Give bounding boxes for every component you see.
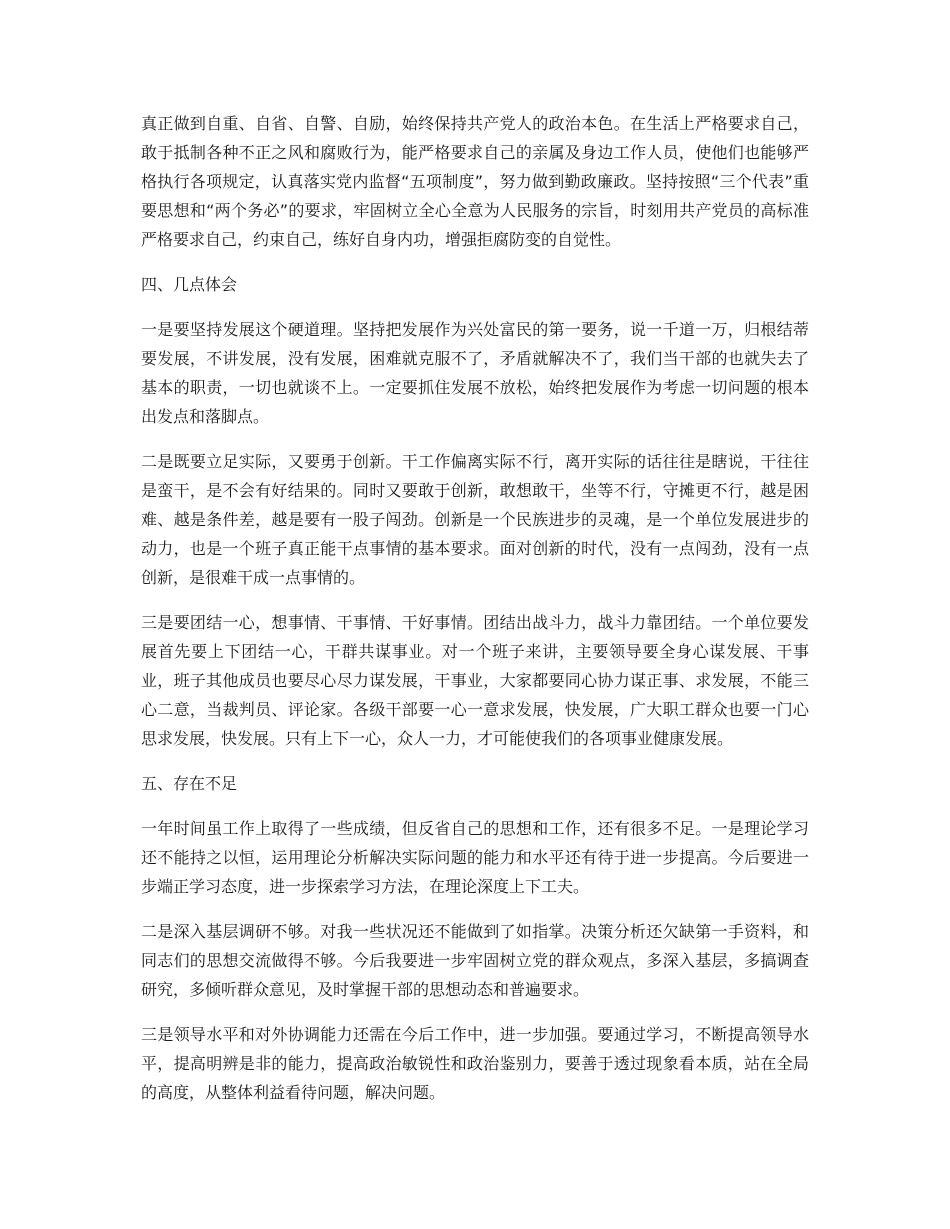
paragraph-shortcoming-theory: 一年时间虽工作上取得了一些成绩，但反省自己的思想和工作，还有很多不足。一是理论学习还不能持之以恒，运用理论分析解决实际问题的能力和水平还有待于进一步提高。今后要进一步端正学习态度，进一步探索学习方法，在理论深度上下工夫。 [141,819,809,896]
paragraph-insight-innovation: 二是既要立足实际，又要勇于创新。干工作偏离实际不行，离开实际的话往往是瞎说，干往往是蛮干，是不会有好结果的。同时又要敢于创新，敢想敢干，坐等不行，守摊更不行，越是困难、越是条件差，越是要有一股子闯劲。创新是一个民族进步的灵魂，是一个单位发展进步的动力，也是一个班子真正能干点事情的基本要求。面对创新的时代，没有一点闯劲，没有一点创新，是很难干成一点事情的。 [141,452,809,587]
paragraph-insight-development: 一是要坚持发展这个硬道理。坚持把发展作为兴处富民的第一要务，说一千道一万，归根结蒂要发展，不讲发展，没有发展，困难就克服不了，矛盾就解决不了，我们当干部的也就失去了基本的职责，一切也就谈不上。一定要抓住发展不放松，始终把发展作为考虑一切问题的根本出发点和落脚点。 [141,320,809,426]
paragraph-shortcoming-leadership: 三是领导水平和对外协调能力还需在今后工作中，进一步加强。要通过学习，不断提高领导水平，提高明辨是非的能力，提高政治敏锐性和政治鉴别力，要善于透过现象看本质，站在全局的高度，从整体利益看待问题，解决问题。 [141,1025,809,1102]
section-heading-shortcomings: 五、存在不足 [141,774,238,793]
paragraph-shortcoming-research: 二是深入基层调研不够。对我一些状况还不能做到了如指掌。决策分析还欠缺第一手资料，和同志们的思想交流做得不够。今后我要进一步牢固树立党的群众观点，多深入基层，多搞调查研究，多倾听群众意见，及时掌握干部的思想动态和普遍要求。 [141,922,809,999]
document-page [141,109,809,1123]
section-heading-insights: 四、几点体会 [141,275,238,294]
paragraph-insight-unity: 三是要团结一心，想事情、干事情、干好事情。团结出战斗力，战斗力靠团结。一个单位要发展首先要上下团结一心，干群共谋事业。对一个班子来讲，主要领导要全身心谋发展、干事业，班子其他成员也要尽心尽力谋发展，干事业，大家都要同心协力谋正事、求发展，不能三心二意，当裁判员、评论家。各级干部要一心一意求发展，快发展，广大职工群众也要一门心思求发展，快发展。只有上下一心，众人一力，才可能使我们的各项事业健康发展。 [141,613,809,748]
paragraph-integrity: 真正做到自重、自省、自警、自励，始终保持共产党人的政治本色。在生活上严格要求自己，敢于抵制各种不正之风和腐败行为，能严格要求自己的亲属及身边工作人员，使他们也能够严格执行各项规定，认真落实党内监督“五项制度”，努力做到勤政廉政。坚持按照“三个代表”重要思想和“两个务必”的要求，牢固树立全心全意为人民服务的宗旨，时刻用共产党员的高标准严格要求自己，约束自己，练好自身内功，增强拒腐防变的自觉性。 [141,114,809,249]
